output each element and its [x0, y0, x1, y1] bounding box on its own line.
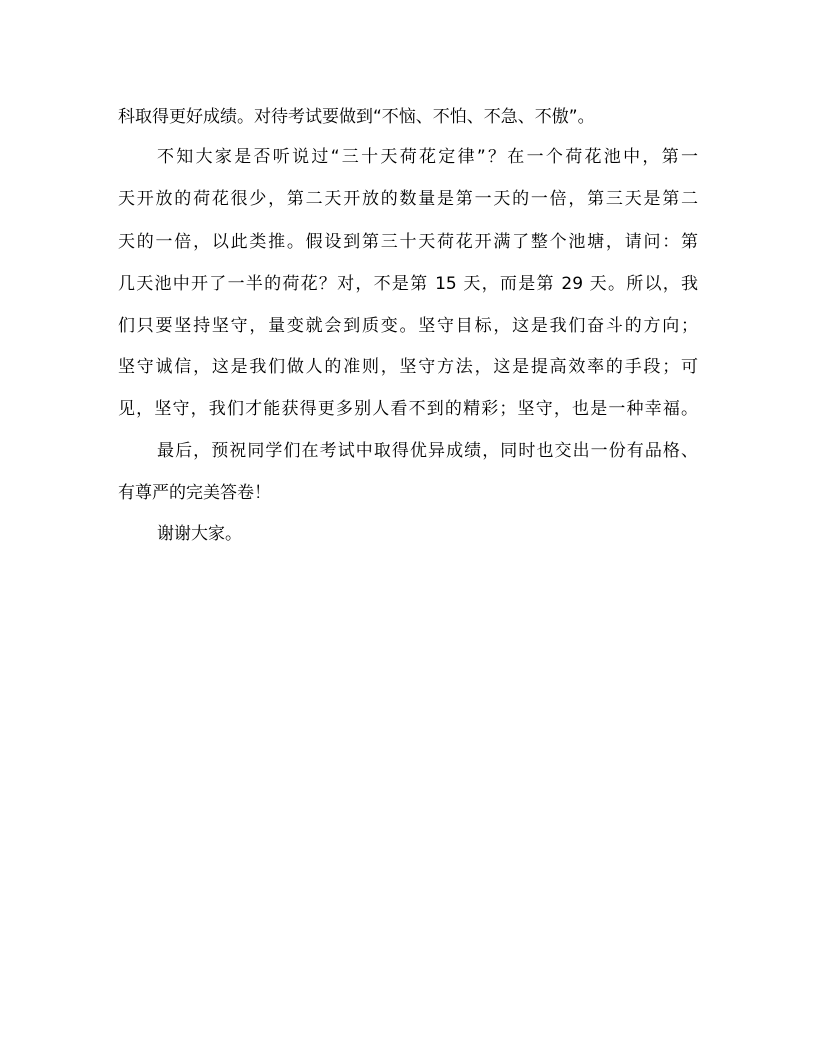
paragraph-line-6: 们只要坚持坚守，量变就会到质变。坚守目标，这是我们奋斗的方向； [118, 316, 698, 336]
paragraph-line-7: 坚守诚信，这是我们做人的准则，坚守方法，这是提高效率的手段；可 [118, 357, 698, 377]
paragraph-line-1: 科取得更好成绩。对待考试要做到“不恼、不怕、不急、不傲”。 [118, 107, 595, 127]
paragraph-line-3: 天开放的荷花很少，第二天开放的数量是第一天的一倍，第三天是第二 [118, 189, 698, 209]
paragraph-line-11: 谢谢大家。 [157, 524, 242, 544]
paragraph-line-4: 天的一倍，以此类推。假设到第三十天荷花开满了整个池塘，请问：第 [118, 232, 698, 252]
paragraph-line-10: 有尊严的完美答卷！ [118, 483, 271, 503]
paragraph-line-9: 最后，预祝同学们在考试中取得优异成绩，同时也交出一份有品格、 [157, 441, 698, 461]
paragraph-line-2: 不知大家是否听说过“三十天荷花定律”？在一个荷花池中，第一 [157, 147, 698, 167]
paragraph-line-8: 见，坚守，我们才能获得更多别人看不到的精彩；坚守，也是一种幸福。 [118, 399, 698, 419]
paragraph-line-5: 几天池中开了一半的荷花？对，不是第 15 天，而是第 29 天。所以，我 [118, 274, 698, 294]
